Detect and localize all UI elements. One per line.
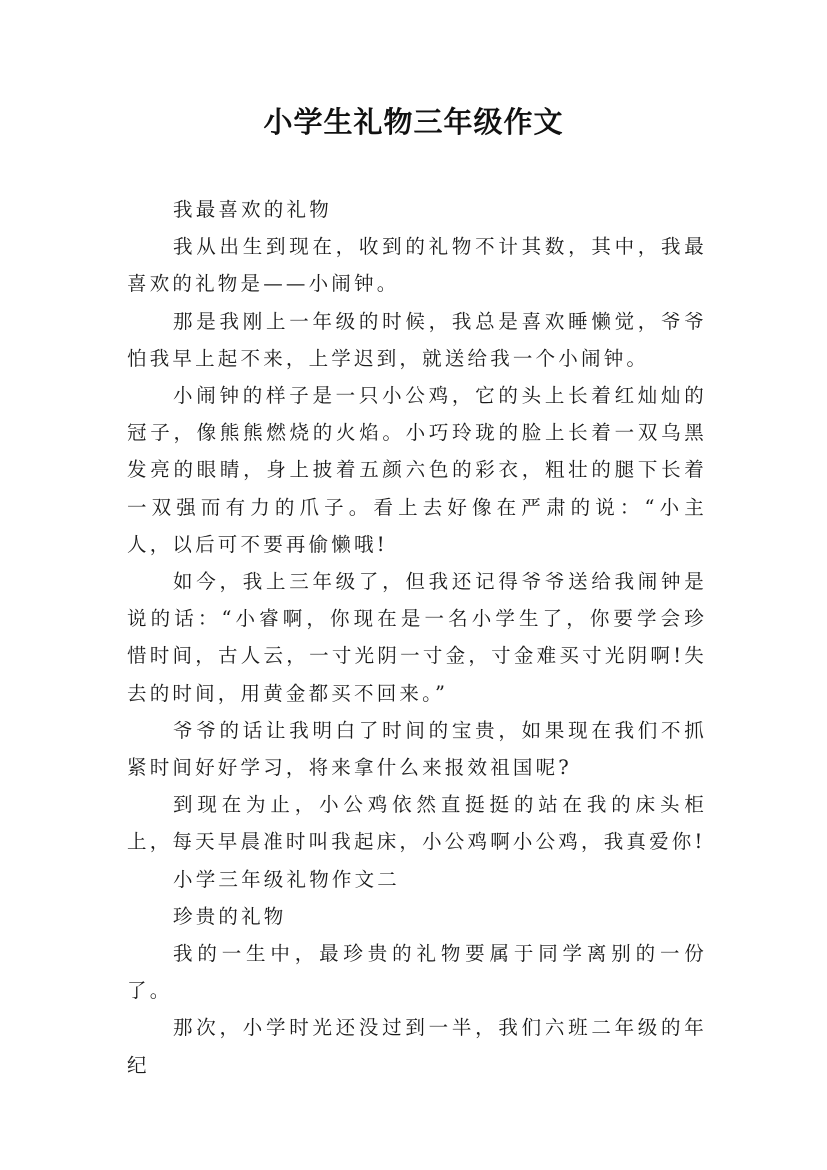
paragraph-heading-1: 我最喜欢的礼物 <box>173 198 332 221</box>
paragraph-subheading: 珍贵的礼物 <box>173 904 287 928</box>
paragraph: 到现在为止，小公鸡依然直挺挺的站在我的床头柜上，每天早晨准时叫我起床，小公鸡啊小公鸡，我真爱你! <box>127 793 707 854</box>
paragraph: 如今，我上三年级了，但我还记得爷爷送给我闹钟是说的话：“小睿啊，你现在是一名小学生了，你要学会珍惜时间，古人云，一寸光阴一寸金，寸金难买寸光阴啊!失去的时间，用黄金都买不回来。” <box>127 570 707 705</box>
paragraph: 我的一生中，最珍贵的礼物要属于同学离别的一份了。 <box>127 942 707 1003</box>
paragraph: 爷爷的话让我明白了时间的宝贵，如果现在我们不抓紧时间好好学习，将来拿什么来报效祖国呢? <box>127 718 707 780</box>
document-body <box>127 191 707 1084</box>
paragraph: 那次，小学时光还没过到一半，我们六班二年级的年纪 <box>127 1016 707 1077</box>
paragraph: 小闹钟的样子是一只小公鸡，它的头上长着红灿灿的冠子，像熊熊燃烧的火焰。小巧玲珑的脸上长着一双乌黑发亮的眼睛，身上披着五颜六色的彩衣，粗壮的腿下长着一双强而有力的爪子。看上去好像在严肃的说：“小主人，以后可不要再偷懒哦! <box>127 384 707 556</box>
paragraph: 那是我刚上一年级的时候，我总是喜欢睡懒觉，爷爷怕我早上起不来，上学迟到，就送给我一个小闹钟。 <box>127 309 707 370</box>
paragraph: 我从出生到现在，收到的礼物不计其数，其中，我最喜欢的礼物是——小闹钟。 <box>127 235 707 296</box>
document-title: 小学生礼物三年级作文 <box>263 105 564 139</box>
paragraph-heading-2: 小学三年级礼物作文二 <box>173 867 401 891</box>
